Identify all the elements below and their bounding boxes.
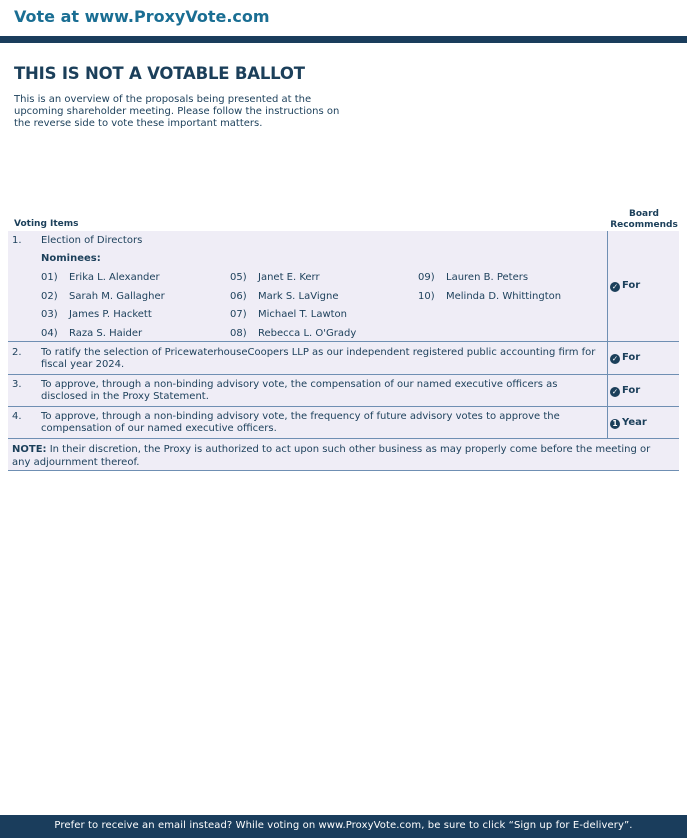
voting-items-header: Voting Items xyxy=(14,219,79,229)
voting-items-table xyxy=(8,231,679,471)
check-circle-icon: ✓ xyxy=(611,386,619,396)
page-header xyxy=(0,0,687,44)
nominees-label: Nominees: xyxy=(41,253,101,264)
nominee-05 xyxy=(230,272,320,283)
nominee-number: 10) xyxy=(418,291,435,302)
check-circle-icon: ✓ xyxy=(611,354,619,363)
recommendation-label: For xyxy=(622,352,641,363)
nominee-number: 08) xyxy=(230,328,247,339)
item-number: 1. xyxy=(12,235,22,246)
recommendation-for xyxy=(610,385,640,397)
nominee-name: James P. Hackett xyxy=(69,309,152,320)
header-divider-bar xyxy=(0,36,687,43)
voting-item-1 xyxy=(8,231,679,342)
recommendation-for xyxy=(610,280,640,292)
nominee-02 xyxy=(41,291,165,302)
nominee-name: Janet E. Kerr xyxy=(258,272,320,283)
nominee-07 xyxy=(230,309,347,320)
item-number: 4. xyxy=(12,411,22,422)
note-body: In their discretion, the Proxy is authorized to act upon such other business as may properly come before the meeting or any adjournment thereof. xyxy=(12,444,651,468)
nominee-06 xyxy=(230,291,338,302)
nominee-name: Lauren B. Peters xyxy=(446,272,529,283)
nominee-name: Melinda D. Whittington xyxy=(446,291,562,302)
nominee-name: Rebecca L. O'Grady xyxy=(258,328,357,339)
note-row xyxy=(8,439,679,471)
note-label: NOTE: xyxy=(12,444,47,455)
recommendation-label: Year xyxy=(622,416,647,428)
recommendation-label: For xyxy=(622,280,641,291)
nominee-number: 07) xyxy=(230,309,247,320)
intro-text: This is an overview of the proposals being presented at the upcoming shareholder meeting. Please follow the instructions on the reverse side to vote these important matters. xyxy=(14,94,340,130)
nominee-number: 04) xyxy=(41,328,58,339)
recommendation-cell xyxy=(607,231,679,341)
nominee-number: 09) xyxy=(418,272,435,283)
site-title[interactable]: Vote at www.ProxyVote.com xyxy=(14,7,270,26)
footer-edelivery-text: Prefer to receive an email instead? While voting on www.ProxyVote.com, be sure to click “Sign up for E-delivery”. xyxy=(54,820,633,831)
nominee-name: Michael T. Lawton xyxy=(258,309,348,320)
recommendation-year xyxy=(610,417,647,429)
board-recommends-header: Board Recommends xyxy=(610,209,678,230)
nominee-name: Raza S. Haider xyxy=(69,328,143,339)
nominee-name: Erika L. Alexander xyxy=(69,272,160,283)
nominee-08 xyxy=(230,328,356,339)
item-text: Election of Directors xyxy=(41,235,143,246)
voting-item-2 xyxy=(8,342,679,375)
item-number: 3. xyxy=(12,379,22,390)
nominee-09 xyxy=(418,272,528,283)
nominee-10 xyxy=(418,291,561,302)
item-number: 2. xyxy=(12,347,22,358)
voting-item-3 xyxy=(8,375,679,407)
item-text: To ratify the selection of PricewaterhouseCoopers LLP as our independent registered public accounting firm for fiscal year 2024. xyxy=(41,347,596,370)
recommendation-cell xyxy=(607,342,679,374)
recommendation-label: For xyxy=(622,384,641,396)
nominee-name: Mark S. LaVigne xyxy=(258,291,339,302)
ballot-title: THIS IS NOT A VOTABLE BALLOT xyxy=(14,64,305,83)
recommendation-cell xyxy=(607,407,679,438)
footer-bar xyxy=(0,815,687,838)
voting-item-4 xyxy=(8,407,679,439)
nominee-number: 03) xyxy=(41,309,58,320)
number-circle-icon: 1 xyxy=(610,419,620,429)
item-text: To approve, through a non-binding advisory vote, the frequency of future advisory votes to approve the compensation of our named executive officers. xyxy=(41,411,560,434)
nominee-number: 06) xyxy=(230,291,247,302)
item-text: To approve, through a non-binding advisory vote, the compensation of our named executive officers as disclosed in the Proxy Statement. xyxy=(41,379,558,402)
note-text xyxy=(12,444,662,469)
nominee-04 xyxy=(41,328,142,339)
nominee-number: 05) xyxy=(230,272,247,283)
nominee-number: 02) xyxy=(41,291,58,302)
recommendation-cell xyxy=(607,375,679,406)
recommendation-for xyxy=(610,352,640,364)
nominee-01 xyxy=(41,272,160,283)
nominee-03 xyxy=(41,309,152,320)
nominee-number: 01) xyxy=(41,272,58,283)
check-circle-icon: ✓ xyxy=(611,282,619,291)
nominee-name: Sarah M. Gallagher xyxy=(69,291,165,302)
